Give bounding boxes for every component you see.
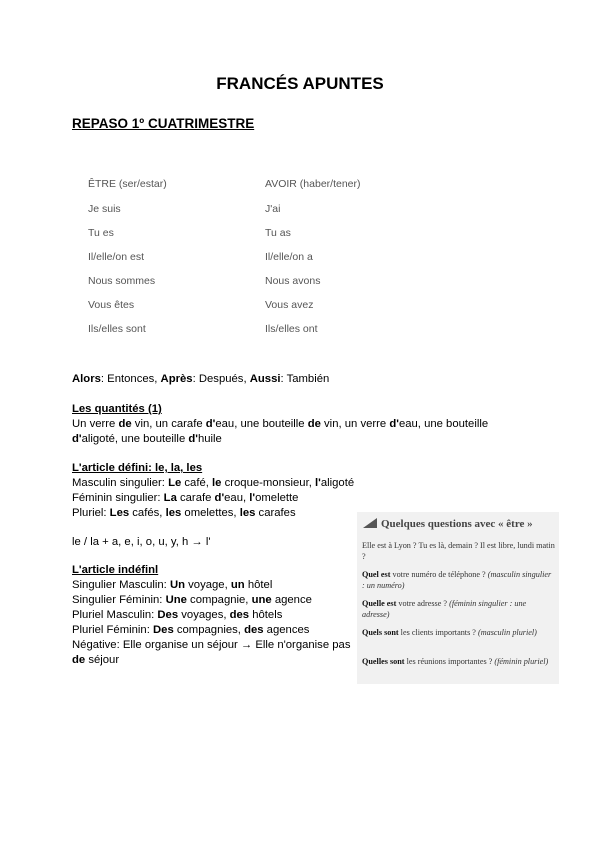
text-run: séjour: [85, 654, 120, 666]
text-run: compagnies,: [173, 624, 245, 636]
bold-run: de: [307, 418, 321, 430]
question-quelles: [362, 656, 555, 667]
text-run: Pluriel:: [72, 507, 110, 519]
avoir-ils: Ils/elles ont: [265, 323, 318, 335]
bold-run: les: [165, 507, 182, 519]
etre-il: Il/elle/on est: [88, 251, 145, 263]
text-run: eau,: [224, 492, 250, 504]
text-run: omelettes,: [181, 507, 240, 519]
bold-run: d': [72, 433, 82, 445]
italic-run: (féminin singulier : une adresse): [362, 599, 527, 619]
text-run: hôtels: [249, 609, 283, 621]
bold-run: La: [163, 492, 177, 504]
text-run: Un verre: [72, 418, 119, 430]
avoir-il: Il/elle/on a: [265, 251, 313, 263]
text-run: carafes: [255, 507, 296, 519]
indefini-sing-fem: [72, 593, 312, 608]
adverb-apres: Après: [160, 373, 193, 385]
quantites-line-2: [72, 432, 222, 447]
question-quels: [362, 627, 555, 638]
defini-masculin: [72, 476, 354, 491]
text-run: croque-monsieur,: [221, 477, 316, 489]
text-run: huile: [197, 433, 222, 445]
bold-run: des: [244, 624, 264, 636]
bold-run: Un: [169, 579, 186, 591]
quantites-line-1: [72, 417, 488, 432]
text-run: vin, un verre: [320, 418, 390, 430]
indefini-sing-masc: [72, 578, 272, 593]
bold-run: le: [212, 477, 222, 489]
avoir-je: J'ai: [265, 203, 281, 215]
text-run: les clients importants ?: [398, 628, 478, 637]
page-title: FRANCÉS APUNTES: [216, 74, 384, 93]
bold-run: une: [251, 594, 272, 606]
italic-run: (masculin pluriel): [477, 628, 537, 637]
etre-nous: Nous sommes: [88, 275, 156, 287]
text-run: Singulier Féminin:: [72, 594, 166, 606]
page-subtitle: REPASO 1º CUATRIMESTRE: [72, 116, 255, 131]
text-run: Masculin singulier:: [72, 477, 169, 489]
italic-run: (féminin pluriel): [494, 657, 549, 666]
indefini-negative: Négative: Elle organise un séjour → Elle n'organise pas: [72, 639, 351, 651]
text-run: eau, une bouteille: [215, 418, 308, 430]
bold-run: les: [239, 507, 256, 519]
text-run: votre numéro de téléphone ?: [390, 570, 488, 579]
adverb-alors-translation: : Entonces,: [100, 373, 161, 385]
defini-pluriel: [72, 506, 296, 521]
text-run: compagnie,: [186, 594, 252, 606]
bold-run: Le: [168, 477, 182, 489]
avoir-vous: Vous avez: [265, 299, 314, 311]
etre-tu: Tu es: [88, 227, 114, 239]
adverb-apres-translation: : Después,: [192, 373, 250, 385]
avoir-nous: Nous avons: [265, 275, 321, 287]
bold-run: l': [249, 492, 256, 504]
indefini-plur-fem: [72, 623, 309, 638]
bold-run: Des: [157, 609, 179, 621]
adverb-aussi: Aussi: [249, 373, 281, 385]
text-run: Pluriel Masculin:: [72, 609, 158, 621]
text-run: voyage,: [185, 579, 231, 591]
bold-run: d': [205, 418, 216, 430]
etre-header: ÊTRE (ser/estar): [88, 178, 167, 190]
etre-je: Je suis: [88, 203, 121, 215]
questions-header: [363, 518, 533, 530]
questions-heading: Quelques questions avec « être »: [381, 518, 533, 530]
text-run: eau, une bouteille: [398, 418, 489, 430]
bold-run: Des: [153, 624, 174, 636]
text-run: les réunions importantes ?: [404, 657, 495, 666]
question-etre-examples: Elle est à Lyon ? Tu es là, demain ? Il est libre, lundi matin ?: [362, 541, 555, 561]
text-run: vin, un carafe: [131, 418, 206, 430]
quantites-heading: Les quantités (1): [72, 403, 162, 415]
adverbs-line: [72, 372, 329, 387]
indefini-negative-cont: [72, 653, 119, 668]
bold-run: Quelles sont: [362, 657, 405, 666]
bold-run: un: [230, 579, 245, 591]
avoir-tu: Tu as: [265, 227, 291, 239]
text-run: cafés,: [129, 507, 166, 519]
text-run: voyages,: [178, 609, 230, 621]
defini-feminin: [72, 491, 298, 506]
text-run: Singulier Masculin:: [72, 579, 170, 591]
bold-run: de: [72, 654, 86, 666]
indefini-heading: L'article indéfinl: [72, 564, 159, 576]
bold-run: Une: [165, 594, 187, 606]
adverb-alors: Alors: [72, 373, 101, 385]
indefini-plur-masc: [72, 608, 282, 623]
defini-heading: L'article défini: le, la, les: [72, 462, 203, 474]
etre-vous: Vous êtes: [88, 299, 135, 311]
text-run: Féminin singulier:: [72, 492, 164, 504]
avoir-header: AVOIR (haber/tener): [265, 178, 361, 190]
text-run: agence: [271, 594, 312, 606]
questions-clipping: [357, 512, 559, 684]
question-quelle: [362, 598, 555, 620]
etre-ils: Ils/elles sont: [88, 323, 146, 335]
text-run: votre adresse ?: [396, 599, 450, 608]
text-run: aligoté, une bouteille: [81, 433, 189, 445]
triangle-marker-icon: [363, 518, 377, 528]
bold-run: d': [214, 492, 225, 504]
text-run: omelette: [255, 492, 299, 504]
bold-run: de: [118, 418, 132, 430]
bold-run: d': [188, 433, 198, 445]
bold-run: d': [389, 418, 399, 430]
bold-run: Les: [109, 507, 130, 519]
bold-run: l': [315, 477, 321, 489]
text-run: café,: [181, 477, 213, 489]
bold-run: Quels sont: [362, 628, 399, 637]
elision-rule: le / la + a, e, i, o, u, y, h → l': [72, 536, 211, 548]
question-quel: [362, 569, 555, 591]
text-run: carafe: [176, 492, 215, 504]
text-run: agences: [263, 624, 310, 636]
bold-run: Quelle est: [362, 599, 397, 608]
text-run: hôtel: [244, 579, 273, 591]
text-run: Pluriel Féminin:: [72, 624, 153, 636]
text-run: aligoté: [320, 477, 355, 489]
italic-run: (masculin singulier : un numéro): [362, 570, 552, 590]
bold-run: Quel est: [362, 570, 391, 579]
bold-run: des: [229, 609, 250, 621]
adverb-aussi-translation: : También: [280, 373, 330, 385]
